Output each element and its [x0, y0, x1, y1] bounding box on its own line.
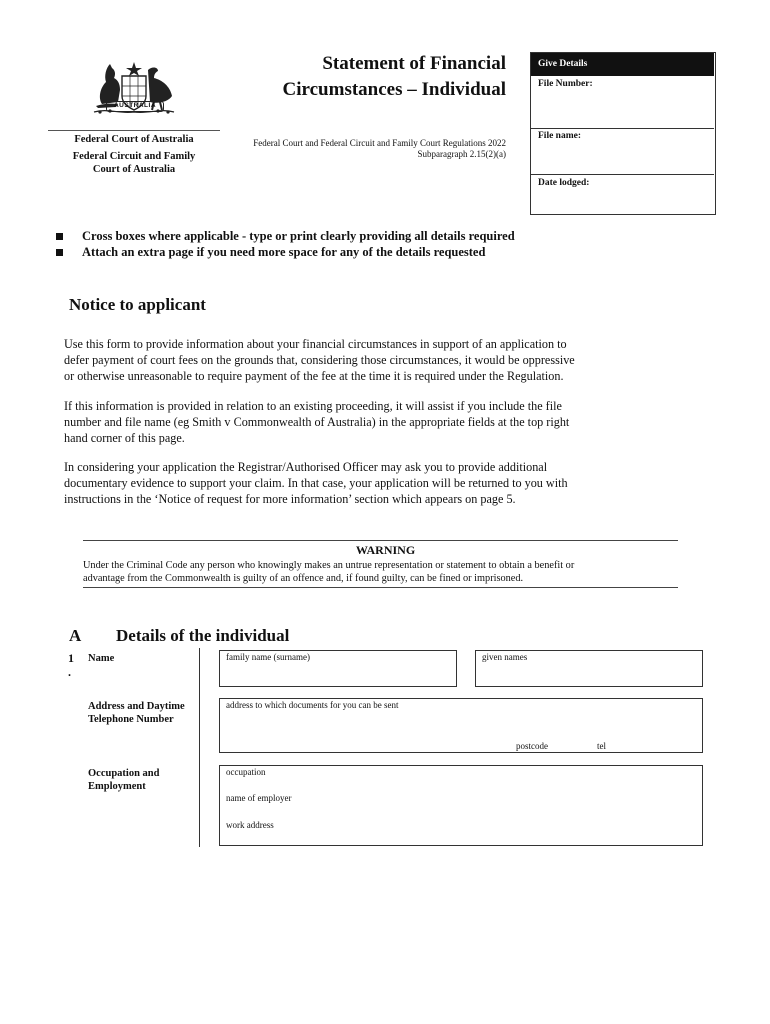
warning-title: WARNING	[355, 543, 416, 557]
occupation-employment-field[interactable]	[219, 765, 703, 846]
family-name-hint: family name (surname)	[226, 652, 310, 662]
item-number-dot: .	[68, 665, 71, 679]
crest-scroll-text: AUSTRALIA	[113, 102, 157, 109]
notice-p3-line-1: In considering your application the Registrar/Authorised Officer may ask you to provide additional	[64, 460, 548, 474]
bullet-square-icon	[56, 249, 63, 256]
file-number-field[interactable]	[531, 90, 714, 128]
file-name-label: File name:	[538, 131, 582, 141]
instruction-2: Attach an extra page if you need more space for any of the details requested	[82, 245, 486, 259]
warning-bottom-rule	[83, 587, 678, 588]
court-name-line-3: Court of Australia	[92, 164, 176, 175]
occupation-label-line-1: Occupation and	[88, 768, 160, 779]
employer-hint: name of employer	[226, 793, 292, 803]
notice-p3-line-3: instructions in the ‘Notice of request for more information’ section which appears on page 5.	[64, 492, 516, 506]
name-label: Name	[88, 653, 115, 664]
date-lodged-label: Date lodged:	[538, 178, 590, 188]
file-number-label: File Number:	[538, 79, 593, 89]
postcode-hint: postcode	[516, 741, 548, 751]
occupation-hint: occupation	[226, 767, 266, 777]
address-hint: address to which documents for you can be sent	[226, 700, 399, 710]
warning-line-1: Under the Criminal Code any person who knowingly makes an untrue representation or statement to obtain a benefit or	[83, 560, 575, 571]
warning-line-2: advantage from the Commonwealth is guilty of an offence and, if found guilty, can be fined or imprisoned.	[83, 573, 524, 584]
notice-paragraph-1	[64, 336, 664, 384]
notice-p1-line-3: or otherwise unreasonable to require payment of the fee at the time it is required under the Regulation.	[64, 369, 564, 383]
notice-p1-line-1: Use this form to provide information about your financial circumstances in support of an application to	[64, 337, 567, 351]
notice-p2-line-3: hand corner of this page.	[64, 431, 185, 445]
give-details-heading: Give Details	[531, 53, 714, 76]
notice-p3-line-2: documentary evidence to support your claim. In that case, your application will be returned to you with	[64, 476, 568, 490]
warning-top-rule	[83, 540, 678, 541]
given-names-hint: given names	[482, 652, 528, 662]
details-divider-1	[531, 128, 714, 129]
form-title-line-1: Statement of Financial	[322, 53, 506, 74]
regulations-line-2: Subparagraph 2.15(2)(a)	[417, 149, 506, 159]
section-title: Details of the individual	[116, 626, 290, 645]
notice-paragraph-3	[64, 459, 664, 507]
work-address-hint: work address	[226, 820, 274, 830]
tel-hint: tel	[597, 741, 606, 751]
notice-p1-line-2: defer payment of court fees on the grounds that, considering those circumstances, it would be oppressive	[64, 353, 575, 367]
address-label-line-1: Address and Daytime	[88, 701, 185, 712]
notice-p2-line-2: number and file name (eg Smith v Commonwealth of Australia) in the appropriate fields at the top right	[64, 415, 570, 429]
section-letter: A	[69, 626, 82, 645]
section-a-vertical-rule	[199, 648, 200, 847]
bullet-square-icon	[56, 233, 63, 240]
notice-p2-line-1: If this information is provided in relation to an existing proceeding, it will assist if you include the file	[64, 399, 562, 413]
item-number: 1	[68, 651, 74, 665]
court-name-line-1: Federal Court of Australia	[74, 134, 194, 145]
form-title-line-2: Circumstances – Individual	[282, 79, 506, 100]
court-divider	[48, 130, 220, 131]
instruction-1: Cross boxes where applicable - type or print clearly providing all details required	[82, 229, 515, 243]
file-name-field[interactable]	[531, 142, 714, 174]
occupation-label-line-2: Employment	[88, 781, 146, 792]
notice-paragraph-2	[64, 398, 664, 446]
date-lodged-field[interactable]	[531, 190, 714, 212]
court-name-line-2: Federal Circuit and Family	[72, 151, 196, 162]
notice-heading: Notice to applicant	[69, 295, 206, 314]
regulations-line-1: Federal Court and Federal Circuit and Family Court Regulations 2022	[253, 138, 506, 148]
details-divider-2	[531, 174, 714, 175]
address-label-line-2: Telephone Number	[88, 714, 174, 725]
